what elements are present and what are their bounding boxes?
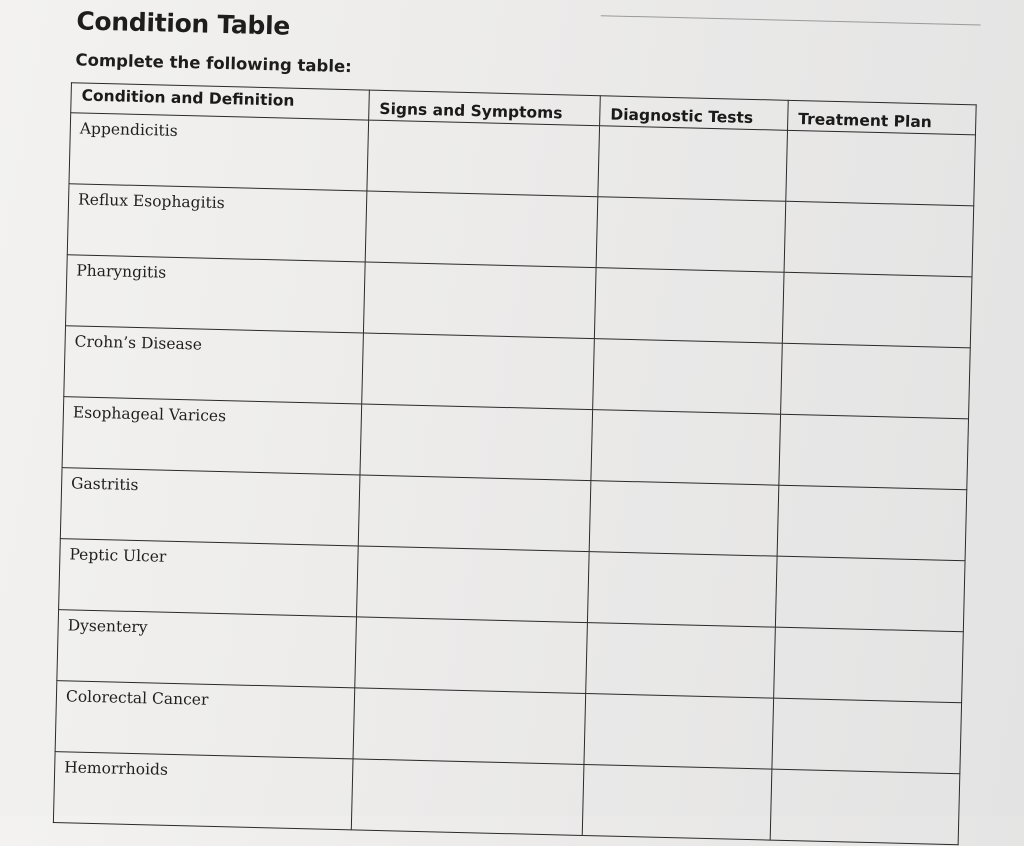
diagnostic-cell[interactable] — [598, 126, 788, 202]
column-header-condition: Condition and Definition — [71, 83, 370, 120]
signs-cell[interactable] — [367, 120, 600, 197]
condition-cell: Peptic Ulcer — [59, 539, 359, 617]
treatment-cell[interactable] — [784, 201, 974, 277]
condition-table — [53, 82, 977, 845]
treatment-cell[interactable] — [777, 485, 967, 561]
page-title: Condition Table — [76, 6, 291, 41]
signs-cell[interactable] — [363, 262, 596, 339]
condition-cell: Hemorrhoids — [53, 752, 353, 830]
diagnostic-cell[interactable] — [584, 694, 774, 770]
signs-cell[interactable] — [362, 333, 595, 410]
treatment-cell[interactable] — [779, 414, 969, 490]
signs-cell[interactable] — [351, 759, 584, 836]
treatment-cell[interactable] — [781, 343, 971, 419]
condition-cell: Esophageal Varices — [62, 397, 362, 475]
treatment-cell[interactable] — [772, 698, 962, 774]
signs-cell[interactable] — [358, 475, 591, 552]
diagnostic-cell[interactable] — [587, 552, 777, 628]
diagnostic-cell[interactable] — [591, 410, 781, 486]
signs-cell[interactable] — [353, 688, 586, 765]
treatment-cell[interactable] — [774, 627, 964, 703]
condition-cell: Colorectal Cancer — [55, 681, 355, 759]
diagnostic-cell[interactable] — [582, 765, 772, 841]
column-header-diagnostic: Diagnostic Tests — [600, 96, 789, 131]
condition-cell: Appendicitis — [69, 113, 369, 191]
signs-cell[interactable] — [355, 617, 588, 694]
condition-cell: Reflux Esophagitis — [67, 184, 367, 262]
condition-cell: Pharyngitis — [66, 255, 366, 333]
signs-cell[interactable] — [365, 191, 598, 268]
signs-cell[interactable] — [360, 404, 593, 481]
diagnostic-cell[interactable] — [593, 339, 783, 415]
diagnostic-cell[interactable] — [594, 268, 784, 344]
condition-cell: Dysentery — [57, 610, 357, 688]
diagnostic-cell[interactable] — [586, 623, 776, 699]
diagnostic-cell[interactable] — [596, 197, 786, 273]
condition-cell: Gastritis — [60, 468, 360, 546]
column-header-treatment: Treatment Plan — [788, 100, 977, 135]
treatment-cell[interactable] — [786, 130, 976, 206]
signs-cell[interactable] — [356, 546, 589, 623]
treatment-cell[interactable] — [770, 769, 960, 845]
treatment-cell[interactable] — [782, 272, 972, 348]
instruction-text: Complete the following table: — [75, 50, 352, 77]
condition-cell: Crohn’s Disease — [64, 326, 364, 404]
diagnostic-cell[interactable] — [589, 481, 779, 557]
treatment-cell[interactable] — [775, 556, 965, 632]
column-header-signs: Signs and Symptoms — [369, 90, 601, 126]
top-divider — [601, 15, 981, 25]
